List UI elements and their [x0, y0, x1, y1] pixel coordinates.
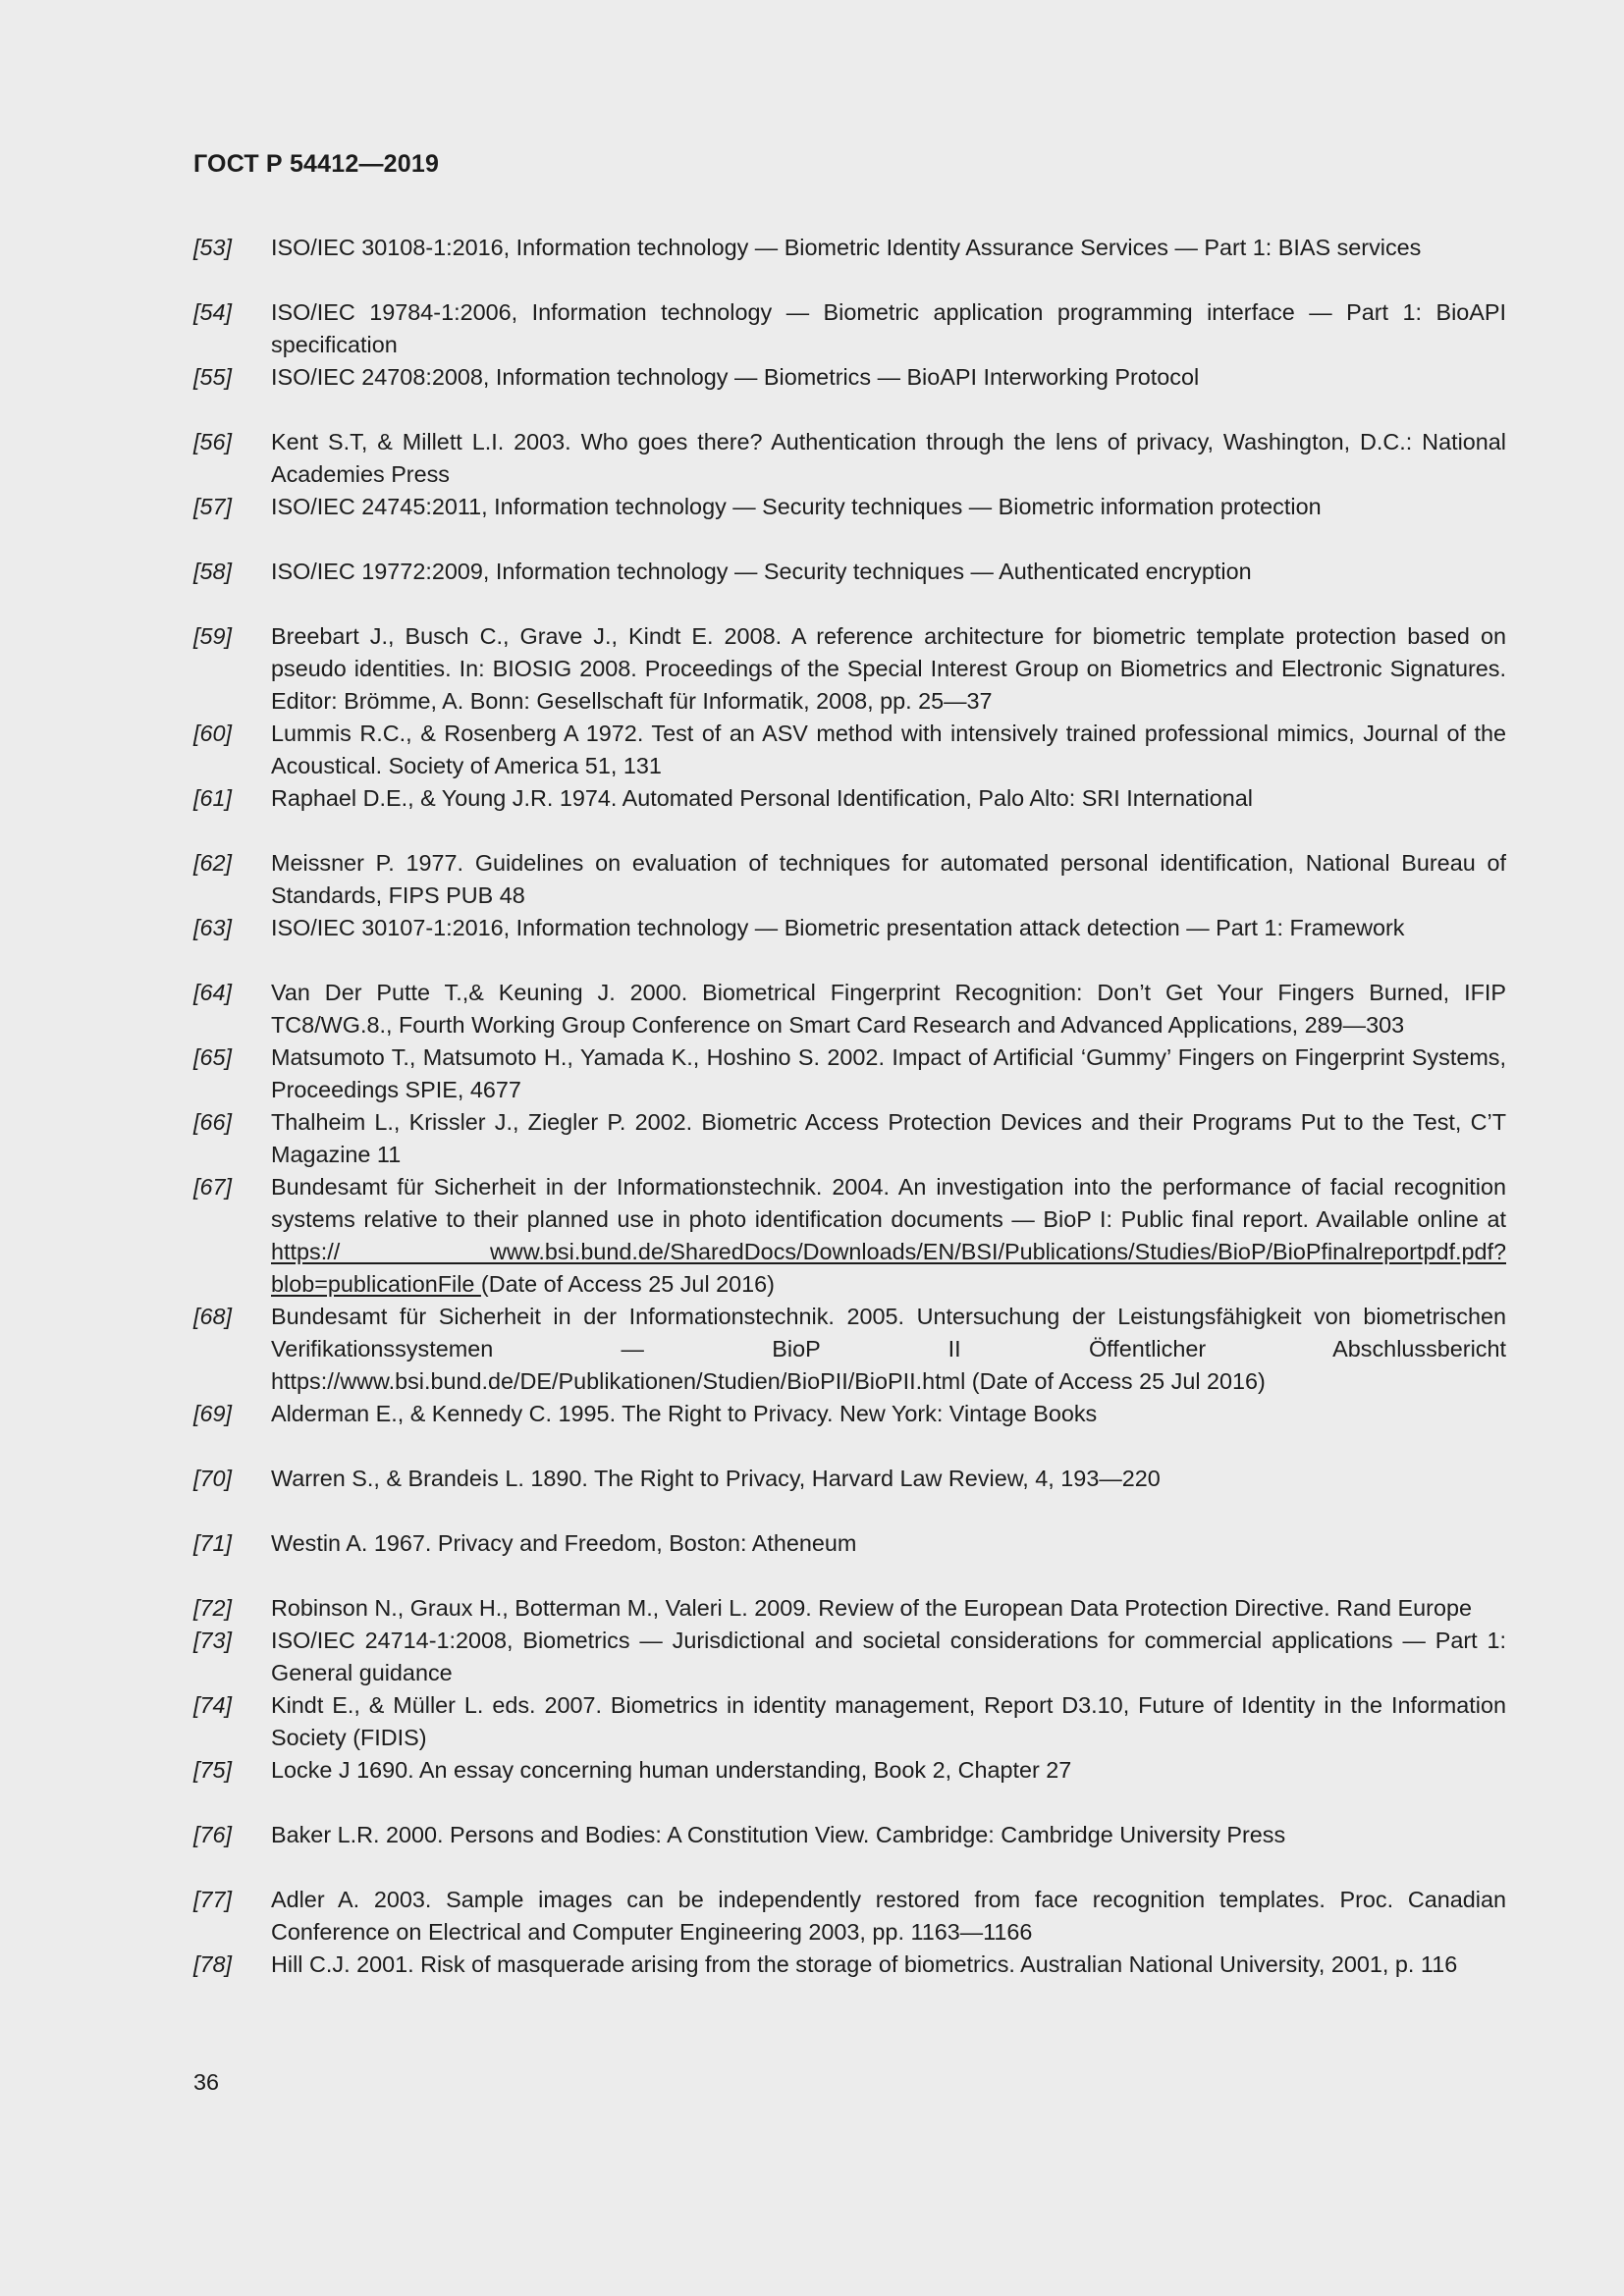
reference-text: ISO/IEC 19784-1:2006, Information technology — Biometric application programming interface — Part 1: BioAPI specification [271, 299, 1506, 357]
reference-item-69 [193, 1398, 1506, 1430]
reference-text: Raphael D.E., & Young J.R. 1974. Automated Personal Identification, Palo Alto: SRI International [271, 785, 1253, 811]
reference-number: [55] [193, 364, 233, 390]
bsi-report-link[interactable]: https:// www.bsi.bund.de/SharedDocs/Downloads/EN/BSI/Publications/Studies/BioP/BioPfinalreportpdf.pdf?blob=publicationFile [271, 1239, 1506, 1297]
reference-text: ISO/IEC 24745:2011, Information technology — Security techniques — Biometric information protection [271, 494, 1322, 519]
reference-number: [67] [193, 1174, 233, 1200]
reference-text: Meissner P. 1977. Guidelines on evaluation of techniques for automated personal identification, National Bureau of Standards, FIPS PUB 48 [271, 850, 1506, 908]
reference-number: [70] [193, 1466, 233, 1491]
reference-number: [76] [193, 1822, 233, 1847]
reference-number: [74] [193, 1692, 233, 1718]
reference-text: Baker L.R. 2000. Persons and Bodies: A Constitution View. Cambridge: Cambridge University Press [271, 1822, 1286, 1847]
reference-item-63 [193, 912, 1506, 944]
reference-number: [59] [193, 623, 233, 649]
reference-item-61 [193, 782, 1506, 815]
reference-item-78 [193, 1949, 1506, 1981]
reference-text: Warren S., & Brandeis L. 1890. The Right to Privacy, Harvard Law Review, 4, 193—220 [271, 1466, 1161, 1491]
reference-text: Hill C.J. 2001. Risk of masquerade arising from the storage of biometrics. Australian National University, 2001, p. 116 [271, 1951, 1458, 1977]
reference-text: Breebart J., Busch C., Grave J., Kindt E. 2008. A reference architecture for biometric template protection based on pseudo identities. In: BIOSIG 2008. Proceedings of the Special Interest Group on Biometrics and Electronic Signatures. Editor: Brömme, A. Bonn: Gesellschaft für Informatik, 2008, pp. 25—37 [271, 623, 1506, 714]
reference-number: [63] [193, 915, 233, 940]
reference-text: ISO/IEC 30108-1:2016, Information technology — Biometric Identity Assurance Services — Part 1: BIAS services [271, 235, 1422, 260]
reference-text: Westin A. 1967. Privacy and Freedom, Boston: Atheneum [271, 1530, 857, 1556]
reference-number: [75] [193, 1757, 233, 1783]
reference-text: Robinson N., Graux H., Botterman M., Valeri L. 2009. Review of the European Data Protection Directive. Rand Europe [271, 1595, 1472, 1621]
reference-item-74 [193, 1689, 1506, 1754]
reference-text: Kent S.T, & Millett L.I. 2003. Who goes there? Authentication through the lens of privacy, Washington, D.C.: National Academies Press [271, 429, 1506, 487]
reference-item-77 [193, 1884, 1506, 1949]
reference-item-56 [193, 426, 1506, 491]
document-standard-title: ГОСТ Р 54412—2019 [193, 150, 440, 178]
reference-text: Lummis R.C., & Rosenberg A 1972. Test of an ASV method with intensively trained professional mimics, Journal of the Acoustical. Society of America 51, 131 [271, 721, 1506, 778]
reference-number: [68] [193, 1304, 233, 1329]
reference-text: ISO/IEC 19772:2009, Information technology — Security techniques — Authenticated encryption [271, 559, 1252, 584]
reference-item-75 [193, 1754, 1506, 1787]
reference-text: Alderman E., & Kennedy C. 1995. The Right to Privacy. New York: Vintage Books [271, 1401, 1098, 1426]
reference-item-54 [193, 296, 1506, 361]
reference-item-76 [193, 1819, 1506, 1851]
page-number: 36 [193, 2069, 220, 2095]
reference-text-before-link: Bundesamt für Sicherheit in der Informationstechnik. 2004. An investigation into the performance of facial recognition systems relative to their planned use in photo identification documents — BioP I: Public final report. Available online at [271, 1174, 1506, 1232]
reference-number: [65] [193, 1044, 233, 1070]
reference-number: [58] [193, 559, 233, 584]
reference-text: ISO/IEC 24708:2008, Information technology — Biometrics — BioAPI Interworking Protocol [271, 364, 1200, 390]
reference-item-68 [193, 1301, 1506, 1398]
reference-item-70 [193, 1463, 1506, 1495]
reference-text: Van Der Putte T.,& Keuning J. 2000. Biometrical Fingerprint Recognition: Don’t Get Your Fingers Burned, IFIP TC8/WG.8., Fourth Working Group Conference on Smart Card Research and Advanced Applications, 289—303 [271, 980, 1506, 1038]
reference-text: Matsumoto T., Matsumoto H., Yamada K., Hoshino S. 2002. Impact of Artificial ‘Gummy’ Fingers on Fingerprint Systems, Proceedings SPIE, 4677 [271, 1044, 1506, 1102]
reference-item-55 [193, 361, 1506, 394]
reference-number: [57] [193, 494, 233, 519]
reference-number: [60] [193, 721, 233, 746]
reference-number: [78] [193, 1951, 233, 1977]
reference-item-57 [193, 491, 1506, 523]
reference-number: [54] [193, 299, 233, 325]
reference-number: [64] [193, 980, 233, 1005]
reference-item-67 [193, 1171, 1506, 1301]
reference-item-58 [193, 556, 1506, 588]
reference-text: ISO/IEC 30107-1:2016, Information technology — Biometric presentation attack detection — Part 1: Framework [271, 915, 1405, 940]
reference-number: [73] [193, 1628, 233, 1653]
reference-number: [61] [193, 785, 233, 811]
reference-number: [72] [193, 1595, 233, 1621]
reference-item-72 [193, 1592, 1506, 1625]
reference-number: [62] [193, 850, 233, 876]
reference-text-after-link: (Date of Access 25 Jul 2016) [480, 1271, 775, 1297]
reference-number: [69] [193, 1401, 233, 1426]
reference-text: Bundesamt für Sicherheit in der Informationstechnik. 2005. Untersuchung der Leistungsfähigkeit von biometrischen Verifikationssystemen — BioP II Öffentlicher Abschlussbericht https://www.bsi.bund.de/DE/Publikationen/Studien/BioPII/BioPII.html (Date of Access 25 Jul 2016) [271, 1304, 1506, 1394]
reference-item-64 [193, 977, 1506, 1041]
reference-item-59 [193, 620, 1506, 718]
reference-item-71 [193, 1527, 1506, 1560]
reference-number: [77] [193, 1887, 233, 1912]
reference-text: Thalheim L., Krissler J., Ziegler P. 2002. Biometric Access Protection Devices and their Programs Put to the Test, C’T Magazine 11 [271, 1109, 1506, 1167]
reference-item-53 [193, 232, 1506, 264]
reference-number: [66] [193, 1109, 233, 1135]
reference-number: [71] [193, 1530, 233, 1556]
reference-text: ISO/IEC 24714-1:2008, Biometrics — Jurisdictional and societal considerations for commercial applications — Part 1: General guidance [271, 1628, 1506, 1685]
reference-text: Adler A. 2003. Sample images can be independently restored from face recognition templates. Proc. Canadian Conference on Electrical and Computer Engineering 2003, pp. 1163—1166 [271, 1887, 1506, 1945]
reference-text: Locke J 1690. An essay concerning human understanding, Book 2, Chapter 27 [271, 1757, 1072, 1783]
reference-item-65 [193, 1041, 1506, 1106]
reference-item-73 [193, 1625, 1506, 1689]
reference-item-60 [193, 718, 1506, 782]
reference-number: [56] [193, 429, 233, 454]
reference-item-66 [193, 1106, 1506, 1171]
reference-text [271, 1171, 1506, 1301]
reference-item-62 [193, 847, 1506, 912]
reference-list [193, 232, 1506, 1981]
reference-number: [53] [193, 235, 233, 260]
reference-text: Kindt E., & Müller L. eds. 2007. Biometrics in identity management, Report D3.10, Future of Identity in the Information Society (FIDIS) [271, 1692, 1506, 1750]
